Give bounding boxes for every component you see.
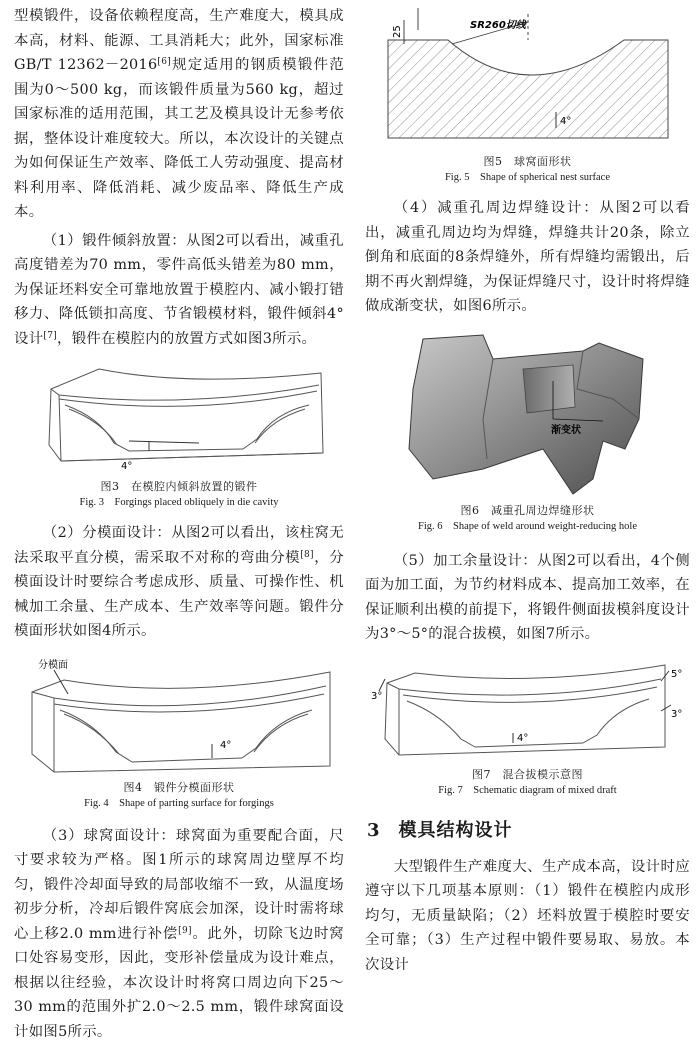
- figure-5-caption-en: Fig. 5 Shape of spherical nest surface: [378, 170, 678, 186]
- paragraph-tilt-placement: （1）锻件倾斜放置：从图2可以看出，减重孔高度错差为70 mm，零件高低头错差为80 mm，为保证坯料安全可靠地放置于模腔内、减小锻打错移力、降低锁扣高度、节省锻模材料，锻件倾斜4°设计[7]，锻件在模腔内的放置方式如图3所示。: [14, 229, 344, 352]
- section-3-heading: [367, 817, 690, 845]
- figure-6-caption-en: Fig. 6 Shape of weld around weight-reducing hole: [403, 519, 653, 535]
- figure-7-drawing: [365, 655, 690, 763]
- figure-3-caption-zh: 图3 在模腔内倾斜放置的锻件: [29, 479, 329, 495]
- left-column: [14, 0, 344, 1044]
- figure-7-caption-zh: 图7 混合拔模示意图: [365, 767, 690, 783]
- fig4-angle-label: 4°: [220, 740, 231, 751]
- figure-4-drawing: [24, 654, 334, 776]
- fig6-gradient-label: 渐变状: [550, 423, 581, 436]
- fig4-parting-label: 分模面: [38, 658, 68, 671]
- citation: [7]: [43, 331, 57, 341]
- citation: [6]: [157, 57, 171, 67]
- figure-3-drawing: [29, 365, 329, 475]
- right-column: [365, 0, 690, 977]
- figure-3: [29, 365, 329, 511]
- figure-5: [378, 0, 678, 186]
- figure-7: [365, 655, 690, 799]
- fig7-left-angle: 3°: [371, 691, 382, 702]
- citation: [8]: [300, 550, 314, 560]
- fig7-right-top-angle: 5°: [671, 669, 682, 680]
- paragraph-spherical-nest: （3）球窝面设计：球窝面为重要配合面，尺寸要求较为严格。图1所示的球窝周边壁厚不均匀，锻件冷却面导致的局部收缩不一致，从温度场初步分析，冷却后锻件窝底会加深，设计时需将球心上移2.0 mm进行补偿[9]。此外，切除飞边时窝口处容易变形，因此，变形补偿量成为设计难点，根据以往经验，本次设计时将窝口周边向下25～30 mm的范围外扩2.0～2.5 mm，锻件球窝面设计如图5所示。: [14, 824, 344, 1044]
- fig3-angle-label: 4°: [121, 461, 132, 472]
- figure-7-caption-en: Fig. 7 Schematic diagram of mixed draft: [365, 783, 690, 799]
- paragraph-weld-design: （4）减重孔周边焊缝设计：从图2可以看出，减重孔周边均为焊缝，焊缝共计20条，除立倒角和底面的8条焊缝外，所有焊缝均需锻出，后期不再火割焊缝，为保证焊缝尺寸，设计时将焊缝做成渐变状，如图6所示。: [365, 196, 690, 319]
- paragraph-machining-allowance: （5）加工余量设计：从图2可以看出，4个侧面为加工面，为节约材料成本、提高加工效率，在保证顺利出模的前提下，将锻件侧面拔模斜度设计为3°～5°的混合拔模，如图7所示。: [365, 549, 690, 647]
- figure-6-caption-zh: 图6 减重孔周边焊缝形状: [403, 503, 653, 519]
- fig5-dim-label: 25: [392, 25, 403, 38]
- figure-5-caption-zh: 图5 球窝面形状: [378, 154, 678, 170]
- fig7-bottom-angle: 4°: [517, 733, 528, 744]
- section-title: 模具结构设计: [399, 820, 513, 841]
- section-number: 3: [367, 820, 381, 841]
- paragraph-die-design: 大型锻件生产难度大、生产成本高，设计时应遵守以下几项基本原则：（1）锻件在模腔内成形均匀，无质量缺陷；（2）坯料放置于模腔时要安全可靠；（3）生产过程中锻件要易取、易放。本次设计: [365, 855, 690, 978]
- figure-4-caption-en: Fig. 4 Shape of parting surface for forgings: [24, 796, 334, 812]
- figure-6-drawing: [403, 329, 653, 499]
- figure-6: [403, 329, 653, 535]
- figure-4: [24, 654, 334, 812]
- figure-4-caption-zh: 图4 锻件分模面形状: [24, 780, 334, 796]
- citation: [9]: [178, 926, 192, 936]
- paragraph-parting-surface: （2）分模面设计：从图2可以看出，该柱窝无法采取平直分模，需采取不对称的弯曲分模[8]，分模面设计时要综合考虑成形、质量、可操作性、机械加工余量、生产成本、生产效率等问题。锻件分模面形状如图4所示。: [14, 521, 344, 644]
- figure-5-drawing: [378, 0, 678, 150]
- paragraph-intro: 型模锻件，设备依赖程度高，生产难度大，模具成本高，材料、能源、工具消耗大；此外，国家标准GB/T 12362－2016[6]规定适用的钢质模锻件范围为0～500 kg，而该锻件质量为560 kg，超过国家标准的适用范围，其工艺及模具设计无参考依据，整体设计难度较大。所以，本次设计的关键点为如何保证生产效率、降低工人劳动强度、提高材料利用率、降低消耗、减少废品率、降低生产成本。: [14, 4, 344, 225]
- figure-3-caption-en: Fig. 3 Forgings placed obliquely in die cavity: [29, 495, 329, 511]
- fig5-arc-label: SR260切线: [470, 19, 528, 31]
- fig7-right-bottom-angle: 3°: [671, 709, 682, 720]
- fig5-angle-label: 4°: [560, 116, 571, 127]
